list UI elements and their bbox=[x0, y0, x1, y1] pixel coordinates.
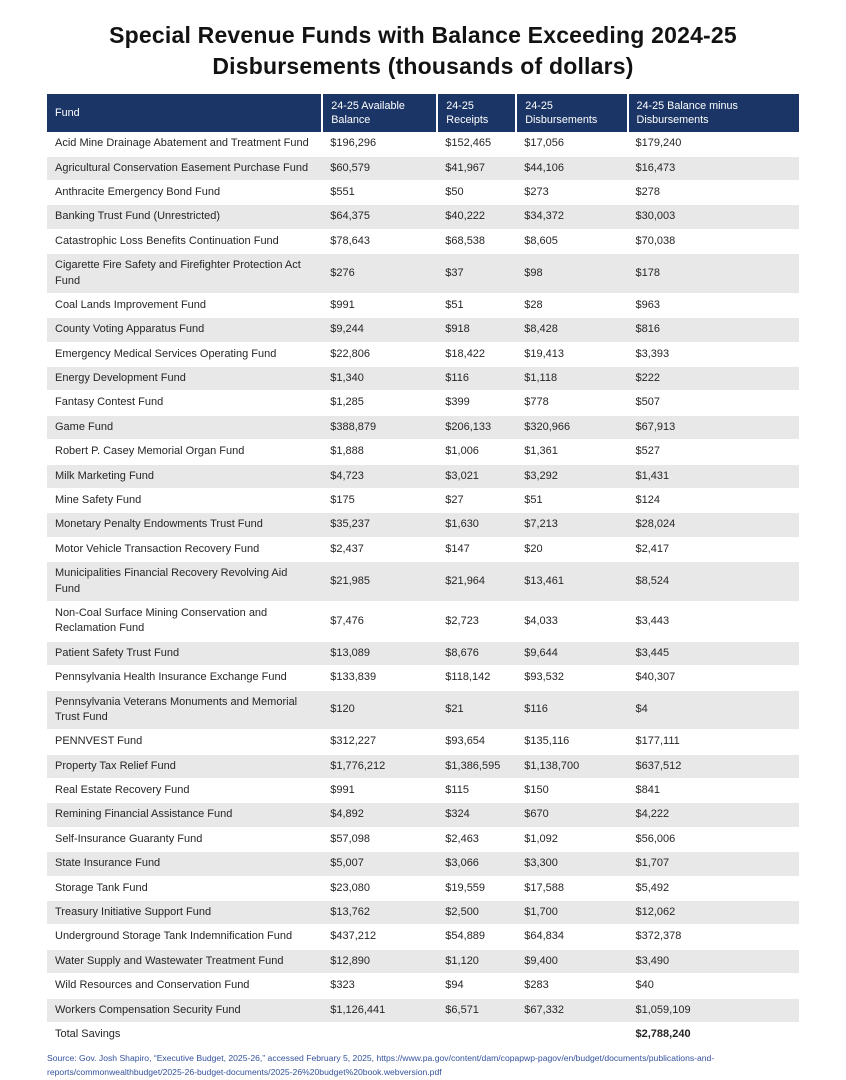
table-row bbox=[47, 367, 799, 391]
balance-minus-disbursements-cell: $963 bbox=[628, 293, 799, 317]
disbursements-cell: $34,372 bbox=[516, 205, 627, 229]
table-row bbox=[47, 229, 799, 253]
balance-minus-disbursements-cell: $178 bbox=[628, 254, 799, 294]
disbursements-cell: $9,400 bbox=[516, 949, 627, 973]
fund-name-cell: Catastrophic Loss Benefits Continuation Fund bbox=[47, 229, 322, 253]
balance-minus-disbursements-cell: $278 bbox=[628, 180, 799, 204]
fund-name-cell: Mine Safety Fund bbox=[47, 489, 322, 513]
disbursements-cell: $3,300 bbox=[516, 852, 627, 876]
disbursements-cell: $19,413 bbox=[516, 342, 627, 366]
disbursements-cell: $1,700 bbox=[516, 901, 627, 925]
table-row bbox=[47, 391, 799, 415]
available-balance-cell: $9,244 bbox=[322, 318, 437, 342]
receipts-cell: $93,654 bbox=[437, 730, 516, 754]
receipts-cell: $115 bbox=[437, 779, 516, 803]
table-header-row bbox=[47, 94, 799, 132]
table-row bbox=[47, 293, 799, 317]
table-row bbox=[47, 998, 799, 1022]
table-row bbox=[47, 641, 799, 665]
disbursements-cell: $13,461 bbox=[516, 562, 627, 602]
empty-cell bbox=[437, 1023, 516, 1047]
table-row bbox=[47, 342, 799, 366]
balance-minus-disbursements-cell: $816 bbox=[628, 318, 799, 342]
fund-name-cell: Property Tax Relief Fund bbox=[47, 754, 322, 778]
table-row bbox=[47, 779, 799, 803]
receipts-cell: $3,066 bbox=[437, 852, 516, 876]
fund-name-cell: Wild Resources and Conservation Fund bbox=[47, 974, 322, 998]
fund-name-cell: Treasury Initiative Support Fund bbox=[47, 901, 322, 925]
fund-name-cell: Banking Trust Fund (Unrestricted) bbox=[47, 205, 322, 229]
fund-name-cell: Pennsylvania Health Insurance Exchange Fund bbox=[47, 666, 322, 690]
balance-minus-disbursements-cell: $16,473 bbox=[628, 156, 799, 180]
balance-minus-disbursements-cell: $222 bbox=[628, 367, 799, 391]
table-header bbox=[47, 94, 799, 132]
balance-minus-disbursements-cell: $56,006 bbox=[628, 827, 799, 851]
receipts-cell: $51 bbox=[437, 293, 516, 317]
source-note: Source: Gov. Josh Shapiro, “Executive Budget, 2025-26,” accessed February 5, 2025, https://www.pa.gov/content/dam/copapwp-pagov/en/budget/documents/publications-and-reports/commonwealthbudget/2025-26-budget-documents/2025-26%20budget%20book.webversion.pdf bbox=[47, 1053, 715, 1078]
fund-name-cell: Acid Mine Drainage Abatement and Treatment Fund bbox=[47, 132, 322, 156]
disbursements-cell: $116 bbox=[516, 690, 627, 730]
table-row bbox=[47, 489, 799, 513]
available-balance-cell: $991 bbox=[322, 779, 437, 803]
table-body bbox=[47, 132, 799, 1047]
page-title-line2: Disbursements (thousands of dollars) bbox=[212, 53, 634, 80]
total-savings-value: $2,788,240 bbox=[628, 1023, 799, 1047]
fund-name-cell: Municipalities Financial Recovery Revolving Aid Fund bbox=[47, 562, 322, 602]
empty-cell bbox=[322, 1023, 437, 1047]
available-balance-cell: $437,212 bbox=[322, 925, 437, 949]
balance-minus-disbursements-cell: $3,443 bbox=[628, 601, 799, 641]
disbursements-cell: $3,292 bbox=[516, 464, 627, 488]
table-row bbox=[47, 415, 799, 439]
table-row bbox=[47, 205, 799, 229]
fund-name-cell: Real Estate Recovery Fund bbox=[47, 779, 322, 803]
available-balance-cell: $35,237 bbox=[322, 513, 437, 537]
balance-minus-disbursements-cell: $527 bbox=[628, 440, 799, 464]
available-balance-cell: $23,080 bbox=[322, 876, 437, 900]
available-balance-cell: $991 bbox=[322, 293, 437, 317]
balance-minus-disbursements-cell: $1,059,109 bbox=[628, 998, 799, 1022]
fund-name-cell: PENNVEST Fund bbox=[47, 730, 322, 754]
table-row bbox=[47, 513, 799, 537]
table-row bbox=[47, 440, 799, 464]
receipts-cell: $50 bbox=[437, 180, 516, 204]
fund-name-cell: Energy Development Fund bbox=[47, 367, 322, 391]
receipts-cell: $41,967 bbox=[437, 156, 516, 180]
fund-name-cell: State Insurance Fund bbox=[47, 852, 322, 876]
receipts-cell: $324 bbox=[437, 803, 516, 827]
page-title bbox=[47, 20, 799, 82]
balance-minus-disbursements-cell: $3,445 bbox=[628, 641, 799, 665]
available-balance-cell: $175 bbox=[322, 489, 437, 513]
disbursements-cell: $8,605 bbox=[516, 229, 627, 253]
table-row bbox=[47, 974, 799, 998]
disbursements-cell: $135,116 bbox=[516, 730, 627, 754]
receipts-cell: $1,386,595 bbox=[437, 754, 516, 778]
available-balance-cell: $13,089 bbox=[322, 641, 437, 665]
disbursements-cell: $1,118 bbox=[516, 367, 627, 391]
balance-minus-disbursements-cell: $4 bbox=[628, 690, 799, 730]
disbursements-cell: $320,966 bbox=[516, 415, 627, 439]
receipts-cell: $21,964 bbox=[437, 562, 516, 602]
available-balance-cell: $4,892 bbox=[322, 803, 437, 827]
receipts-cell: $40,222 bbox=[437, 205, 516, 229]
column-header: 24-25 Disbursements bbox=[516, 94, 627, 132]
fund-name-cell: Milk Marketing Fund bbox=[47, 464, 322, 488]
available-balance-cell: $196,296 bbox=[322, 132, 437, 156]
table-row bbox=[47, 754, 799, 778]
receipts-cell: $2,723 bbox=[437, 601, 516, 641]
available-balance-cell: $388,879 bbox=[322, 415, 437, 439]
disbursements-cell: $670 bbox=[516, 803, 627, 827]
available-balance-cell: $2,437 bbox=[322, 537, 437, 561]
fund-name-cell: Monetary Penalty Endowments Trust Fund bbox=[47, 513, 322, 537]
receipts-cell: $27 bbox=[437, 489, 516, 513]
column-header: 24-25 Receipts bbox=[437, 94, 516, 132]
disbursements-cell: $1,138,700 bbox=[516, 754, 627, 778]
disbursements-cell: $7,213 bbox=[516, 513, 627, 537]
balance-minus-disbursements-cell: $372,378 bbox=[628, 925, 799, 949]
fund-name-cell: Workers Compensation Security Fund bbox=[47, 998, 322, 1022]
fund-name-cell: Underground Storage Tank Indemnification Fund bbox=[47, 925, 322, 949]
table-row bbox=[47, 925, 799, 949]
receipts-cell: $116 bbox=[437, 367, 516, 391]
balance-minus-disbursements-cell: $67,913 bbox=[628, 415, 799, 439]
balance-minus-disbursements-cell: $8,524 bbox=[628, 562, 799, 602]
receipts-cell: $19,559 bbox=[437, 876, 516, 900]
available-balance-cell: $276 bbox=[322, 254, 437, 294]
receipts-cell: $94 bbox=[437, 974, 516, 998]
balance-minus-disbursements-cell: $3,490 bbox=[628, 949, 799, 973]
balance-minus-disbursements-cell: $507 bbox=[628, 391, 799, 415]
available-balance-cell: $60,579 bbox=[322, 156, 437, 180]
table-row bbox=[47, 318, 799, 342]
table-row bbox=[47, 876, 799, 900]
table-row bbox=[47, 601, 799, 641]
fund-name-cell: Anthracite Emergency Bond Fund bbox=[47, 180, 322, 204]
available-balance-cell: $1,888 bbox=[322, 440, 437, 464]
balance-minus-disbursements-cell: $5,492 bbox=[628, 876, 799, 900]
receipts-cell: $1,006 bbox=[437, 440, 516, 464]
total-savings-row bbox=[47, 1023, 799, 1047]
table-row bbox=[47, 464, 799, 488]
balance-minus-disbursements-cell: $1,431 bbox=[628, 464, 799, 488]
available-balance-cell: $13,762 bbox=[322, 901, 437, 925]
available-balance-cell: $12,890 bbox=[322, 949, 437, 973]
fund-name-cell: Coal Lands Improvement Fund bbox=[47, 293, 322, 317]
disbursements-cell: $150 bbox=[516, 779, 627, 803]
fund-name-cell: Storage Tank Fund bbox=[47, 876, 322, 900]
table-row bbox=[47, 901, 799, 925]
available-balance-cell: $7,476 bbox=[322, 601, 437, 641]
available-balance-cell: $1,126,441 bbox=[322, 998, 437, 1022]
receipts-cell: $206,133 bbox=[437, 415, 516, 439]
balance-minus-disbursements-cell: $179,240 bbox=[628, 132, 799, 156]
available-balance-cell: $22,806 bbox=[322, 342, 437, 366]
fund-name-cell: Water Supply and Wastewater Treatment Fund bbox=[47, 949, 322, 973]
receipts-cell: $1,630 bbox=[437, 513, 516, 537]
available-balance-cell: $120 bbox=[322, 690, 437, 730]
receipts-cell: $2,500 bbox=[437, 901, 516, 925]
table-row bbox=[47, 803, 799, 827]
balance-minus-disbursements-cell: $124 bbox=[628, 489, 799, 513]
receipts-cell: $37 bbox=[437, 254, 516, 294]
available-balance-cell: $4,723 bbox=[322, 464, 437, 488]
table-row bbox=[47, 180, 799, 204]
table-row bbox=[47, 156, 799, 180]
balance-minus-disbursements-cell: $40 bbox=[628, 974, 799, 998]
available-balance-cell: $78,643 bbox=[322, 229, 437, 253]
balance-minus-disbursements-cell: $841 bbox=[628, 779, 799, 803]
disbursements-cell: $17,588 bbox=[516, 876, 627, 900]
receipts-cell: $21 bbox=[437, 690, 516, 730]
empty-cell bbox=[516, 1023, 627, 1047]
disbursements-cell: $4,033 bbox=[516, 601, 627, 641]
available-balance-cell: $1,340 bbox=[322, 367, 437, 391]
available-balance-cell: $133,839 bbox=[322, 666, 437, 690]
receipts-cell: $3,021 bbox=[437, 464, 516, 488]
balance-minus-disbursements-cell: $3,393 bbox=[628, 342, 799, 366]
table-row bbox=[47, 254, 799, 294]
available-balance-cell: $1,776,212 bbox=[322, 754, 437, 778]
available-balance-cell: $1,285 bbox=[322, 391, 437, 415]
disbursements-cell: $8,428 bbox=[516, 318, 627, 342]
disbursements-cell: $67,332 bbox=[516, 998, 627, 1022]
disbursements-cell: $283 bbox=[516, 974, 627, 998]
fund-name-cell: Remining Financial Assistance Fund bbox=[47, 803, 322, 827]
fund-name-cell: Pennsylvania Veterans Monuments and Memorial Trust Fund bbox=[47, 690, 322, 730]
available-balance-cell: $21,985 bbox=[322, 562, 437, 602]
disbursements-cell: $28 bbox=[516, 293, 627, 317]
available-balance-cell: $551 bbox=[322, 180, 437, 204]
fund-name-cell: Emergency Medical Services Operating Fund bbox=[47, 342, 322, 366]
column-header: Fund bbox=[47, 94, 322, 132]
receipts-cell: $54,889 bbox=[437, 925, 516, 949]
fund-name-cell: Fantasy Contest Fund bbox=[47, 391, 322, 415]
table-row bbox=[47, 949, 799, 973]
table-row bbox=[47, 562, 799, 602]
disbursements-cell: $9,644 bbox=[516, 641, 627, 665]
fund-name-cell: Agricultural Conservation Easement Purchase Fund bbox=[47, 156, 322, 180]
column-header: 24-25 Balance minus Disbursements bbox=[628, 94, 799, 132]
disbursements-cell: $98 bbox=[516, 254, 627, 294]
fund-name-cell: Game Fund bbox=[47, 415, 322, 439]
disbursements-cell: $1,092 bbox=[516, 827, 627, 851]
fund-name-cell: Patient Safety Trust Fund bbox=[47, 641, 322, 665]
table-row bbox=[47, 132, 799, 156]
page-title-line1: Special Revenue Funds with Balance Exceeding 2024-25 bbox=[109, 22, 737, 48]
table-row bbox=[47, 690, 799, 730]
balance-minus-disbursements-cell: $12,062 bbox=[628, 901, 799, 925]
receipts-cell: $8,676 bbox=[437, 641, 516, 665]
fund-name-cell: Self-Insurance Guaranty Fund bbox=[47, 827, 322, 851]
balance-minus-disbursements-cell: $30,003 bbox=[628, 205, 799, 229]
balance-minus-disbursements-cell: $177,111 bbox=[628, 730, 799, 754]
receipts-cell: $918 bbox=[437, 318, 516, 342]
available-balance-cell: $312,227 bbox=[322, 730, 437, 754]
disbursements-cell: $273 bbox=[516, 180, 627, 204]
available-balance-cell: $323 bbox=[322, 974, 437, 998]
fund-name-cell: County Voting Apparatus Fund bbox=[47, 318, 322, 342]
available-balance-cell: $5,007 bbox=[322, 852, 437, 876]
fund-name-cell: Non-Coal Surface Mining Conservation and Reclamation Fund bbox=[47, 601, 322, 641]
disbursements-cell: $44,106 bbox=[516, 156, 627, 180]
receipts-cell: $1,120 bbox=[437, 949, 516, 973]
balance-minus-disbursements-cell: $4,222 bbox=[628, 803, 799, 827]
receipts-cell: $147 bbox=[437, 537, 516, 561]
receipts-cell: $118,142 bbox=[437, 666, 516, 690]
available-balance-cell: $57,098 bbox=[322, 827, 437, 851]
column-header: 24-25 Available Balance bbox=[322, 94, 437, 132]
disbursements-cell: $93,532 bbox=[516, 666, 627, 690]
fund-name-cell: Robert P. Casey Memorial Organ Fund bbox=[47, 440, 322, 464]
total-savings-label: Total Savings bbox=[47, 1023, 322, 1047]
table-row bbox=[47, 730, 799, 754]
receipts-cell: $152,465 bbox=[437, 132, 516, 156]
table-row bbox=[47, 666, 799, 690]
fund-name-cell: Motor Vehicle Transaction Recovery Fund bbox=[47, 537, 322, 561]
disbursements-cell: $51 bbox=[516, 489, 627, 513]
balance-minus-disbursements-cell: $637,512 bbox=[628, 754, 799, 778]
fund-name-cell: Cigarette Fire Safety and Firefighter Protection Act Fund bbox=[47, 254, 322, 294]
balance-minus-disbursements-cell: $2,417 bbox=[628, 537, 799, 561]
balance-minus-disbursements-cell: $28,024 bbox=[628, 513, 799, 537]
receipts-cell: $18,422 bbox=[437, 342, 516, 366]
available-balance-cell: $64,375 bbox=[322, 205, 437, 229]
receipts-cell: $2,463 bbox=[437, 827, 516, 851]
disbursements-cell: $1,361 bbox=[516, 440, 627, 464]
special-revenue-funds-table bbox=[47, 94, 799, 1047]
disbursements-cell: $17,056 bbox=[516, 132, 627, 156]
table-row bbox=[47, 537, 799, 561]
disbursements-cell: $20 bbox=[516, 537, 627, 561]
balance-minus-disbursements-cell: $70,038 bbox=[628, 229, 799, 253]
receipts-cell: $68,538 bbox=[437, 229, 516, 253]
receipts-cell: $6,571 bbox=[437, 998, 516, 1022]
disbursements-cell: $64,834 bbox=[516, 925, 627, 949]
balance-minus-disbursements-cell: $1,707 bbox=[628, 852, 799, 876]
disbursements-cell: $778 bbox=[516, 391, 627, 415]
receipts-cell: $399 bbox=[437, 391, 516, 415]
table-row bbox=[47, 827, 799, 851]
table-row bbox=[47, 852, 799, 876]
balance-minus-disbursements-cell: $40,307 bbox=[628, 666, 799, 690]
